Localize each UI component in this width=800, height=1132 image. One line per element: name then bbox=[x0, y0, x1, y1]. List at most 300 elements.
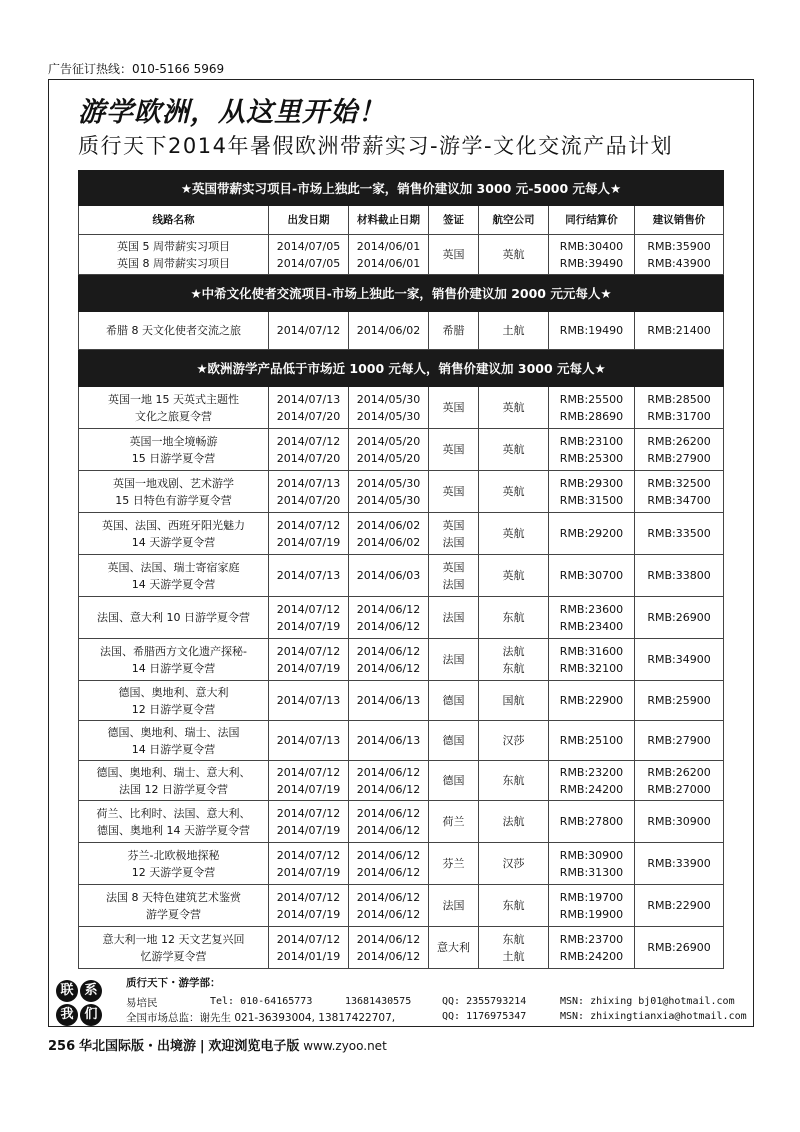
cell-line: 2014/07/20 bbox=[276, 493, 341, 507]
cell-line: 2014/07/13 bbox=[276, 476, 341, 490]
contact-badge: 我 bbox=[56, 1004, 78, 1026]
cell-deadline bbox=[349, 761, 429, 801]
cell-airline bbox=[479, 513, 549, 555]
cell-airline bbox=[479, 387, 549, 429]
cell-line: 东航 bbox=[502, 932, 525, 946]
cell-line: 英航 bbox=[502, 527, 525, 540]
cell-line: 英航 bbox=[502, 569, 525, 582]
cell-line: 2014/07/13 bbox=[276, 734, 341, 747]
cell-line: RMB:25300 bbox=[559, 451, 624, 465]
cell-line: RMB:23700 bbox=[559, 932, 624, 946]
contact-mobile: 13681430575 bbox=[345, 996, 412, 1007]
column-header: 同行结算价 bbox=[549, 206, 635, 235]
cell-deadline bbox=[349, 429, 429, 471]
cell-line: RMB:43900 bbox=[647, 256, 711, 270]
contact-qq: QQ: 2355793214 bbox=[442, 996, 527, 1007]
cell-deadline bbox=[349, 639, 429, 681]
table-row bbox=[79, 471, 724, 513]
column-header: 航空公司 bbox=[479, 206, 549, 235]
cell-line: 2014/05/30 bbox=[356, 392, 421, 406]
cell-line: 2014/06/12 bbox=[356, 765, 421, 779]
cell-line: RMB:27800 bbox=[559, 815, 624, 828]
cell-deadline bbox=[349, 555, 429, 597]
cell-net bbox=[549, 471, 635, 513]
cell-line: 2014/07/12 bbox=[276, 765, 341, 779]
cell-net bbox=[549, 639, 635, 681]
cell-line: 2014/07/13 bbox=[276, 392, 341, 406]
cell-line: RMB:28690 bbox=[559, 409, 624, 423]
cell-route bbox=[79, 312, 269, 350]
cell-deadline bbox=[349, 235, 429, 275]
cell-retail bbox=[635, 235, 724, 275]
cell-route bbox=[79, 761, 269, 801]
cell-line: RMB:34700 bbox=[647, 493, 711, 507]
cell-depart bbox=[269, 387, 349, 429]
cell-depart bbox=[269, 721, 349, 761]
cell-airline bbox=[479, 761, 549, 801]
cell-line: 荷兰 bbox=[442, 815, 465, 828]
cell-line: 法国 bbox=[442, 611, 465, 624]
cell-net bbox=[549, 885, 635, 927]
cell-route bbox=[79, 429, 269, 471]
cell-line: 2014/06/12 bbox=[356, 848, 421, 862]
cell-deadline bbox=[349, 681, 429, 721]
cell-visa bbox=[429, 721, 479, 761]
product-table-body bbox=[79, 171, 724, 969]
cell-line: 2014/05/30 bbox=[356, 476, 421, 490]
cell-line: 2014/06/12 bbox=[356, 602, 421, 616]
cell-retail bbox=[635, 471, 724, 513]
cell-line: 2014/06/12 bbox=[356, 806, 421, 820]
cell-line: 东航 bbox=[502, 611, 525, 624]
contact-msn: MSN: zhixing bj01@hotmail.com bbox=[560, 996, 735, 1007]
cell-line: RMB:39490 bbox=[559, 256, 624, 270]
cell-retail bbox=[635, 513, 724, 555]
cell-visa bbox=[429, 639, 479, 681]
cell-airline bbox=[479, 843, 549, 885]
cell-line: 英国 bbox=[442, 248, 465, 261]
cell-line: RMB:23600 bbox=[559, 602, 624, 616]
table-row bbox=[79, 721, 724, 761]
cell-line: RMB:35900 bbox=[647, 239, 711, 253]
cell-visa bbox=[429, 761, 479, 801]
cell-line: 英国一地戏剧、艺术游学 bbox=[113, 476, 234, 490]
cell-line: RMB:33500 bbox=[647, 527, 711, 540]
contact-tel: Tel: 010-64165773 bbox=[210, 996, 313, 1007]
cell-line: 英航 bbox=[502, 248, 525, 261]
cell-retail bbox=[635, 721, 724, 761]
cell-line: 荷兰、比利时、法国、意大利、 bbox=[96, 806, 251, 820]
contact-footer bbox=[48, 972, 754, 1027]
contact-director: 全国市场总监：谢先生 021-36393004, 13817422707, bbox=[126, 1012, 396, 1024]
cell-line: 2014/07/05 bbox=[276, 239, 341, 253]
cell-net bbox=[549, 429, 635, 471]
table-row bbox=[79, 597, 724, 639]
column-header: 建议销售价 bbox=[635, 206, 724, 235]
column-header: 线路名称 bbox=[79, 206, 269, 235]
section-title: ★英国带薪实习项目-市场上独此一家，销售价建议加 3000 元-5000 元每人★ bbox=[79, 171, 724, 206]
cell-line: 法国 8 天特色建筑艺术鉴赏 bbox=[106, 890, 241, 904]
cell-line: 2014/06/01 bbox=[356, 256, 421, 270]
cell-airline bbox=[479, 721, 549, 761]
cell-line: 法航 bbox=[502, 644, 525, 658]
cell-depart bbox=[269, 471, 349, 513]
cell-net bbox=[549, 597, 635, 639]
cell-route bbox=[79, 801, 269, 843]
section-header bbox=[79, 171, 724, 206]
cell-line: 意大利一地 12 天文艺复兴回 bbox=[102, 932, 245, 946]
cell-line: RMB:30900 bbox=[647, 815, 711, 828]
cell-net bbox=[549, 761, 635, 801]
cell-line: 2014/07/13 bbox=[276, 694, 341, 707]
cell-line: 英国、法国、西班牙阳光魅力 bbox=[102, 518, 245, 532]
cell-line: 英国 bbox=[442, 443, 465, 456]
cell-line: 2014/06/12 bbox=[356, 865, 421, 879]
cell-airline bbox=[479, 429, 549, 471]
cell-line: 2014/06/01 bbox=[356, 239, 421, 253]
headline: 游学欧洲，从这里开始！ bbox=[78, 97, 386, 128]
cell-retail bbox=[635, 761, 724, 801]
cell-line: 法国、希腊西方文化遗产探秘- bbox=[100, 644, 247, 658]
cell-line: 德国 bbox=[442, 774, 465, 787]
cell-line: RMB:31500 bbox=[559, 493, 624, 507]
cell-line: 14 日游学夏令营 bbox=[131, 742, 216, 756]
page-footer bbox=[48, 1035, 387, 1054]
cell-line: 2014/06/12 bbox=[356, 619, 421, 633]
cell-route bbox=[79, 927, 269, 969]
cell-line: 2014/07/12 bbox=[276, 644, 341, 658]
cell-line: 2014/07/20 bbox=[276, 409, 341, 423]
cell-line: RMB:19490 bbox=[559, 324, 624, 337]
cell-line: 英国 8 周带薪实习项目 bbox=[117, 256, 230, 270]
cell-depart bbox=[269, 801, 349, 843]
cell-airline bbox=[479, 639, 549, 681]
cell-line: 法航 bbox=[502, 815, 525, 828]
cell-line: 2014/07/12 bbox=[276, 434, 341, 448]
cell-line: 2014/07/19 bbox=[276, 865, 341, 879]
cell-line: 2014/07/19 bbox=[276, 782, 341, 796]
cell-line: RMB:27900 bbox=[647, 451, 711, 465]
cell-line: 2014/07/12 bbox=[276, 602, 341, 616]
website-link[interactable]: www.zyoo.net bbox=[303, 1039, 387, 1053]
cell-line: 2014/06/02 bbox=[356, 324, 421, 337]
table-row bbox=[79, 312, 724, 350]
cell-depart bbox=[269, 761, 349, 801]
cell-line: 2014/06/12 bbox=[356, 644, 421, 658]
cell-visa bbox=[429, 681, 479, 721]
cell-retail bbox=[635, 681, 724, 721]
cell-line: 东航 bbox=[502, 899, 525, 912]
cell-line: RMB:33800 bbox=[647, 569, 711, 582]
cell-net bbox=[549, 235, 635, 275]
cell-line: 2014/07/12 bbox=[276, 324, 341, 337]
cell-airline bbox=[479, 312, 549, 350]
cell-line: 2014/06/12 bbox=[356, 907, 421, 921]
contact-msn: MSN: zhixingtianxia@hotmail.com bbox=[560, 1011, 747, 1022]
cell-visa bbox=[429, 885, 479, 927]
cell-line: 2014/06/12 bbox=[356, 932, 421, 946]
cell-retail bbox=[635, 639, 724, 681]
contact-company: 质行天下・游学部： bbox=[126, 977, 221, 989]
cell-airline bbox=[479, 555, 549, 597]
cell-line: 英航 bbox=[502, 485, 525, 498]
cell-line: 2014/06/12 bbox=[356, 661, 421, 675]
cell-retail bbox=[635, 843, 724, 885]
cell-line: RMB:30700 bbox=[559, 569, 624, 582]
ebook-text: 欢迎浏览电子版 bbox=[208, 1039, 300, 1054]
cell-net bbox=[549, 801, 635, 843]
cell-line: RMB:23100 bbox=[559, 434, 624, 448]
cell-net bbox=[549, 555, 635, 597]
cell-airline bbox=[479, 471, 549, 513]
cell-line: RMB:22900 bbox=[559, 694, 624, 707]
cell-line: 14 天游学夏令营 bbox=[131, 577, 216, 591]
cell-line: 法国 bbox=[442, 577, 465, 591]
cell-line: RMB:25500 bbox=[559, 392, 624, 406]
cell-retail bbox=[635, 885, 724, 927]
table-row bbox=[79, 555, 724, 597]
cell-route bbox=[79, 597, 269, 639]
cell-line: RMB:19700 bbox=[559, 890, 624, 904]
cell-line: 2014/05/20 bbox=[356, 451, 421, 465]
product-table bbox=[78, 170, 724, 969]
cell-line: 2014/07/19 bbox=[276, 535, 341, 549]
cell-line: RMB:31300 bbox=[559, 865, 624, 879]
cell-net bbox=[549, 387, 635, 429]
cell-retail bbox=[635, 927, 724, 969]
cell-line: 14 天游学夏令营 bbox=[131, 535, 216, 549]
cell-deadline bbox=[349, 885, 429, 927]
cell-visa bbox=[429, 597, 479, 639]
cell-line: 2014/06/12 bbox=[356, 949, 421, 963]
cell-depart bbox=[269, 843, 349, 885]
cell-line: 英国 bbox=[442, 560, 465, 574]
cell-depart bbox=[269, 312, 349, 350]
cell-airline bbox=[479, 927, 549, 969]
cell-line: RMB:23400 bbox=[559, 619, 624, 633]
cell-line: 2014/07/19 bbox=[276, 907, 341, 921]
table-row bbox=[79, 927, 724, 969]
cell-line: 2014/07/12 bbox=[276, 518, 341, 532]
cell-line: 英国一地全境畅游 bbox=[129, 434, 218, 448]
cell-line: 希腊 bbox=[442, 324, 465, 337]
cell-airline bbox=[479, 597, 549, 639]
cell-route bbox=[79, 471, 269, 513]
cell-line: RMB:32100 bbox=[559, 661, 624, 675]
cell-line: RMB:31600 bbox=[559, 644, 624, 658]
cell-route bbox=[79, 387, 269, 429]
table-row bbox=[79, 639, 724, 681]
cell-line: 德国、奥地利、瑞士、法国 bbox=[107, 725, 240, 739]
cell-line: 2014/07/05 bbox=[276, 256, 341, 270]
cell-deadline bbox=[349, 387, 429, 429]
cell-line: 德国、奥地利 14 天游学夏令营 bbox=[97, 823, 250, 837]
cell-line: RMB:23200 bbox=[559, 765, 624, 779]
cell-line: 2014/06/12 bbox=[356, 890, 421, 904]
cell-line: 2014/06/03 bbox=[356, 569, 421, 582]
cell-line: 2014/07/12 bbox=[276, 806, 341, 820]
cell-route bbox=[79, 555, 269, 597]
cell-deadline bbox=[349, 597, 429, 639]
cell-line: 2014/06/02 bbox=[356, 518, 421, 532]
cell-line: RMB:33900 bbox=[647, 857, 711, 870]
cell-line: 文化之旅夏令营 bbox=[135, 409, 212, 423]
table-row bbox=[79, 681, 724, 721]
cell-line: 英航 bbox=[502, 401, 525, 414]
cell-net bbox=[549, 513, 635, 555]
column-header: 出发日期 bbox=[269, 206, 349, 235]
cell-line: 2014/05/30 bbox=[356, 493, 421, 507]
cell-visa bbox=[429, 513, 479, 555]
cell-visa bbox=[429, 471, 479, 513]
cell-line: 德国、奥地利、意大利 bbox=[118, 685, 229, 699]
cell-deadline bbox=[349, 801, 429, 843]
contact-badge: 系 bbox=[80, 980, 102, 1002]
cell-deadline bbox=[349, 721, 429, 761]
cell-net bbox=[549, 927, 635, 969]
cell-depart bbox=[269, 681, 349, 721]
cell-line: 意大利 bbox=[437, 941, 470, 954]
page-number: 256 bbox=[48, 1039, 76, 1054]
cell-line: 东航 bbox=[502, 774, 525, 787]
cell-depart bbox=[269, 513, 349, 555]
cell-line: 法国 bbox=[442, 899, 465, 912]
cell-airline bbox=[479, 681, 549, 721]
cell-retail bbox=[635, 555, 724, 597]
cell-line: 12 天游学夏令营 bbox=[131, 865, 216, 879]
cell-line: 英国 5 周带薪实习项目 bbox=[117, 239, 230, 253]
column-header-row bbox=[79, 206, 724, 235]
cell-line: 德国 bbox=[442, 734, 465, 747]
cell-line: 国航 bbox=[502, 694, 525, 707]
cell-line: 2014/06/12 bbox=[356, 823, 421, 837]
column-header: 签证 bbox=[429, 206, 479, 235]
cell-line: 英国 bbox=[442, 518, 465, 532]
cell-line: RMB:26200 bbox=[647, 765, 711, 779]
contact-person: 易培民 bbox=[126, 997, 158, 1009]
cell-line: RMB:30900 bbox=[559, 848, 624, 862]
column-header: 材料截止日期 bbox=[349, 206, 429, 235]
contact-badge: 们 bbox=[80, 1004, 102, 1026]
cell-line: 法国、意大利 10 日游学夏令营 bbox=[97, 611, 250, 624]
cell-line: 土航 bbox=[502, 324, 525, 337]
table-row bbox=[79, 513, 724, 555]
section-title: ★中希文化使者交流项目-市场上独此一家，销售价建议加 2000 元元每人★ bbox=[79, 275, 724, 312]
cell-line: RMB:26200 bbox=[647, 434, 711, 448]
cell-line: 游学夏令营 bbox=[146, 907, 201, 921]
cell-line: 2014/07/19 bbox=[276, 661, 341, 675]
cell-depart bbox=[269, 429, 349, 471]
cell-deadline bbox=[349, 513, 429, 555]
cell-line: 2014/06/13 bbox=[356, 734, 421, 747]
cell-line: RMB:22900 bbox=[647, 899, 711, 912]
cell-line: 法国 12 日游学夏令营 bbox=[119, 782, 228, 796]
table-row bbox=[79, 387, 724, 429]
cell-line: RMB:27000 bbox=[647, 782, 711, 796]
cell-visa bbox=[429, 843, 479, 885]
cell-line: RMB:27900 bbox=[647, 734, 711, 747]
cell-line: 土航 bbox=[502, 949, 525, 963]
cell-visa bbox=[429, 235, 479, 275]
contact-qq: QQ: 1176975347 bbox=[442, 1011, 527, 1022]
cell-retail bbox=[635, 387, 724, 429]
cell-line: RMB:26900 bbox=[647, 941, 711, 954]
cell-route bbox=[79, 639, 269, 681]
cell-retail bbox=[635, 429, 724, 471]
cell-line: 英国一地 15 天英式主题性 bbox=[108, 392, 239, 406]
table-row bbox=[79, 429, 724, 471]
cell-visa bbox=[429, 927, 479, 969]
table-row bbox=[79, 761, 724, 801]
ad-hotline: 广告征订热线：010-5166 5969 bbox=[48, 62, 225, 76]
cell-line: 2014/01/19 bbox=[276, 949, 341, 963]
table-row bbox=[79, 235, 724, 275]
cell-line: 2014/06/02 bbox=[356, 535, 421, 549]
cell-line: RMB:28500 bbox=[647, 392, 711, 406]
cell-line: RMB:25900 bbox=[647, 694, 711, 707]
cell-line: RMB:26900 bbox=[647, 611, 711, 624]
cell-retail bbox=[635, 597, 724, 639]
cell-line: 2014/07/12 bbox=[276, 890, 341, 904]
cell-visa bbox=[429, 555, 479, 597]
cell-line: RMB:29300 bbox=[559, 476, 624, 490]
cell-route bbox=[79, 721, 269, 761]
cell-line: RMB:29200 bbox=[559, 527, 624, 540]
cell-line: RMB:31700 bbox=[647, 409, 711, 423]
cell-line: 2014/05/30 bbox=[356, 409, 421, 423]
cell-depart bbox=[269, 235, 349, 275]
cell-line: 2014/07/12 bbox=[276, 848, 341, 862]
magazine-name: 华北国际版・出境游 bbox=[78, 1039, 196, 1054]
cell-line: 芬兰-北欧极地探秘 bbox=[127, 848, 220, 862]
cell-line: 15 日游学夏令营 bbox=[131, 451, 216, 465]
table-row bbox=[79, 885, 724, 927]
cell-deadline bbox=[349, 312, 429, 350]
cell-net bbox=[549, 721, 635, 761]
subheadline: 质行天下2014年暑假欧洲带薪实习-游学-文化交流产品计划 bbox=[78, 134, 674, 158]
cell-line: 法国 bbox=[442, 653, 465, 666]
cell-depart bbox=[269, 597, 349, 639]
cell-route bbox=[79, 681, 269, 721]
cell-line: 2014/07/19 bbox=[276, 619, 341, 633]
cell-route bbox=[79, 885, 269, 927]
cell-net bbox=[549, 843, 635, 885]
cell-depart bbox=[269, 927, 349, 969]
cell-visa bbox=[429, 387, 479, 429]
cell-line: 2014/07/20 bbox=[276, 451, 341, 465]
cell-depart bbox=[269, 885, 349, 927]
cell-line: 2014/07/12 bbox=[276, 932, 341, 946]
cell-net bbox=[549, 312, 635, 350]
cell-line: 14 日游学夏令营 bbox=[131, 661, 216, 675]
cell-line: 英航 bbox=[502, 443, 525, 456]
cell-line: RMB:30400 bbox=[559, 239, 624, 253]
cell-line: 法国 bbox=[442, 535, 465, 549]
cell-line: 希腊 8 天文化使者交流之旅 bbox=[106, 324, 241, 337]
cell-route bbox=[79, 235, 269, 275]
cell-retail bbox=[635, 801, 724, 843]
cell-depart bbox=[269, 555, 349, 597]
section-header bbox=[79, 350, 724, 387]
cell-line: 2014/06/12 bbox=[356, 782, 421, 796]
cell-route bbox=[79, 843, 269, 885]
cell-line: RMB:24200 bbox=[559, 782, 624, 796]
cell-visa bbox=[429, 312, 479, 350]
cell-line: 英国、法国、瑞士寄宿家庭 bbox=[107, 560, 240, 574]
table-row bbox=[79, 801, 724, 843]
cell-line: RMB:21400 bbox=[647, 324, 711, 337]
cell-line: 2014/07/13 bbox=[276, 569, 341, 582]
